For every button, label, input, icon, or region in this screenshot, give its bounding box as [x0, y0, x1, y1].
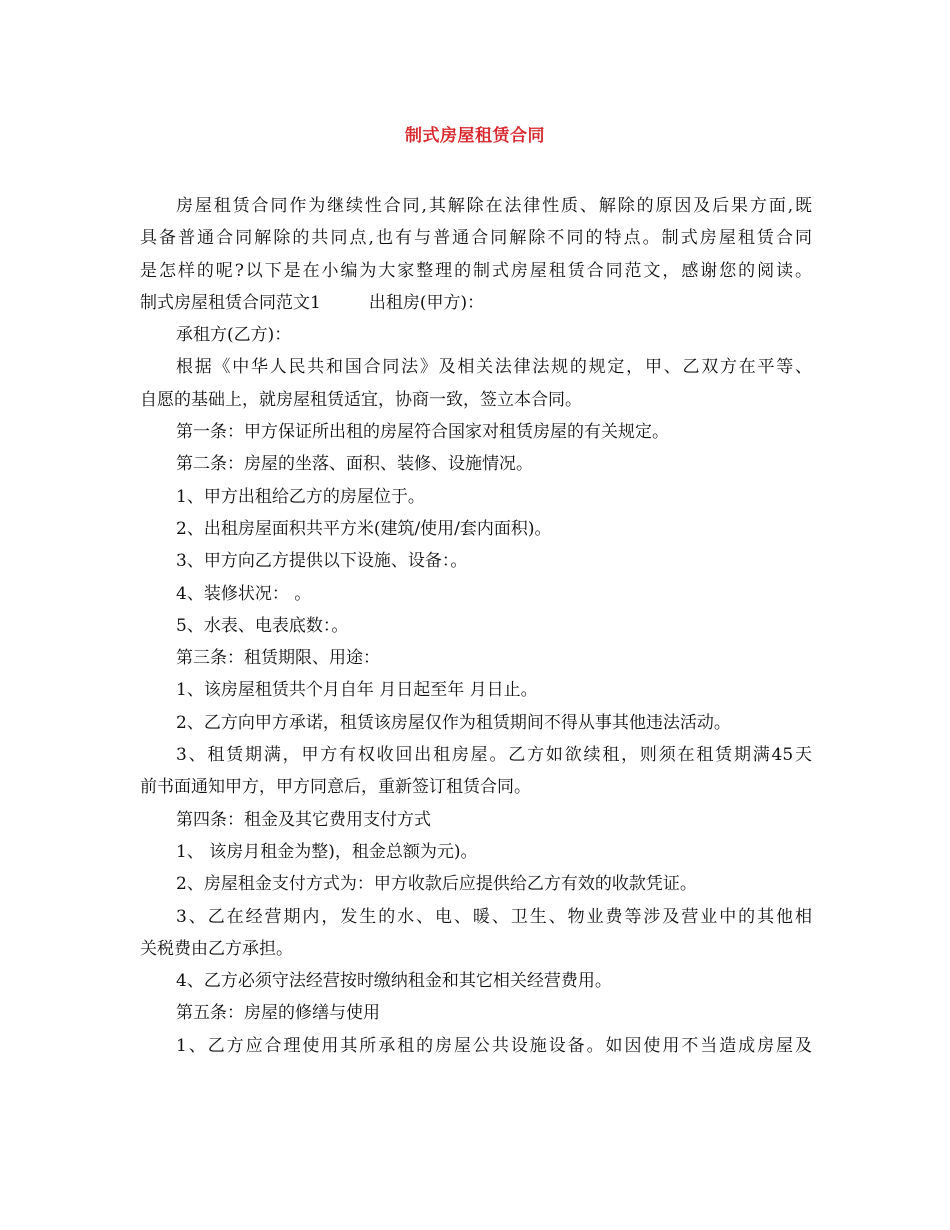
- document-line: [140, 319, 812, 351]
- document-line: [140, 804, 812, 836]
- line-text: 制式房屋租赁合同范文1: [140, 292, 321, 313]
- line-text: 第二条：房屋的坐落、面积、装修、设施情况。: [176, 454, 533, 475]
- line-text: 5、水表、电表底数：。: [176, 615, 349, 636]
- document-line: [140, 1030, 812, 1062]
- document-line: [140, 578, 812, 610]
- document-line: [140, 384, 812, 416]
- line-text: 关税费由乙方承担。: [140, 938, 293, 959]
- line-text: 1、甲方出租给乙方的房屋位于。: [176, 486, 425, 507]
- line-text: 根据《中华人民共和国合同法》及相关法律法规的规定，甲、乙双方在平等、: [176, 357, 812, 378]
- line-text: 是怎样的呢?以下是在小编为大家整理的制式房屋租赁合同范文，感谢您的阅读。: [140, 260, 812, 281]
- line-text: 2、房屋租金支付方式为：甲方收款后应提供给乙方有效的收款凭证。: [176, 874, 697, 895]
- line-text: 第三条：租赁期限、用途：: [176, 648, 380, 669]
- line-text: 前书面通知甲方，甲方同意后，重新签订租赁合同。: [140, 777, 531, 798]
- line-text: 1、该房屋租赁共个月自年 月日起至年 月日止。: [176, 680, 538, 701]
- document-line: [140, 933, 812, 965]
- line-text: 1、乙方应合理使用其所承租的房屋公共设施设备。如因使用不当造成房屋及: [176, 1035, 812, 1056]
- line-text: 第五条：房屋的修缮与使用: [176, 1003, 380, 1024]
- document-line: [140, 513, 812, 545]
- line-text: 2、出租房屋面积共平方米(建筑/使用/套内面积)。: [176, 518, 552, 539]
- document-line: [140, 642, 812, 674]
- document-line: [140, 255, 812, 287]
- line-text: 3、租赁期满，甲方有权收回出租房屋。乙方如欲续租，则须在租赁期满45天: [176, 745, 812, 766]
- document-line: [140, 707, 812, 739]
- line-text: 4、装修状况： 。: [176, 583, 312, 604]
- document-line: [140, 965, 812, 997]
- line-text: 具备普通合同解除的共同点,也有与普通合同解除不同的特点。制式房屋租赁合同: [140, 228, 812, 249]
- document-line: [140, 190, 812, 222]
- document-line: [140, 481, 812, 513]
- document-line: [140, 997, 812, 1029]
- line-text: 第一条：甲方保证所出租的房屋符合国家对租赁房屋的有关规定。: [176, 422, 669, 443]
- document-line: [140, 868, 812, 900]
- document-line: [140, 287, 812, 319]
- line-text: 1、 该房月租金为整)，租金总额为元)。: [176, 841, 478, 862]
- document-line: [140, 610, 812, 642]
- line-text: 3、乙在经营期内，发生的水、电、暖、卫生、物业费等涉及营业中的其他相: [176, 906, 812, 927]
- document-body: [140, 190, 812, 1062]
- document-line: [140, 545, 812, 577]
- document-line: [140, 222, 812, 254]
- document-line: [140, 836, 812, 868]
- document-title: 制式房屋租赁合同: [405, 126, 545, 146]
- line-text: 3、甲方向乙方提供以下设施、设备：。: [176, 551, 468, 572]
- line-suffix-text: 出租房(甲方)：: [368, 292, 485, 313]
- line-text: 第四条：租金及其它费用支付方式: [176, 809, 431, 830]
- document-line: [140, 674, 812, 706]
- document-line: [140, 739, 812, 771]
- line-text: 自愿的基础上，就房屋租赁适宜，协商一致，签立本合同。: [140, 389, 582, 410]
- document-line: [140, 448, 812, 480]
- document-line: [140, 771, 812, 803]
- line-text: 2、乙方向甲方承诺，租赁该房屋仅作为租赁期间不得从事其他违法活动。: [176, 712, 731, 733]
- line-text: 承租方(乙方)：: [176, 325, 292, 346]
- document-line: [140, 416, 812, 448]
- document-line: [140, 901, 812, 933]
- document-line: [140, 351, 812, 383]
- line-text: 4、乙方必须守法经营按时缴纳租金和其它相关经营费用。: [176, 971, 612, 992]
- line-text: 房屋租赁合同作为继续性合同,其解除在法律性质、解除的原因及后果方面,既: [176, 196, 812, 216]
